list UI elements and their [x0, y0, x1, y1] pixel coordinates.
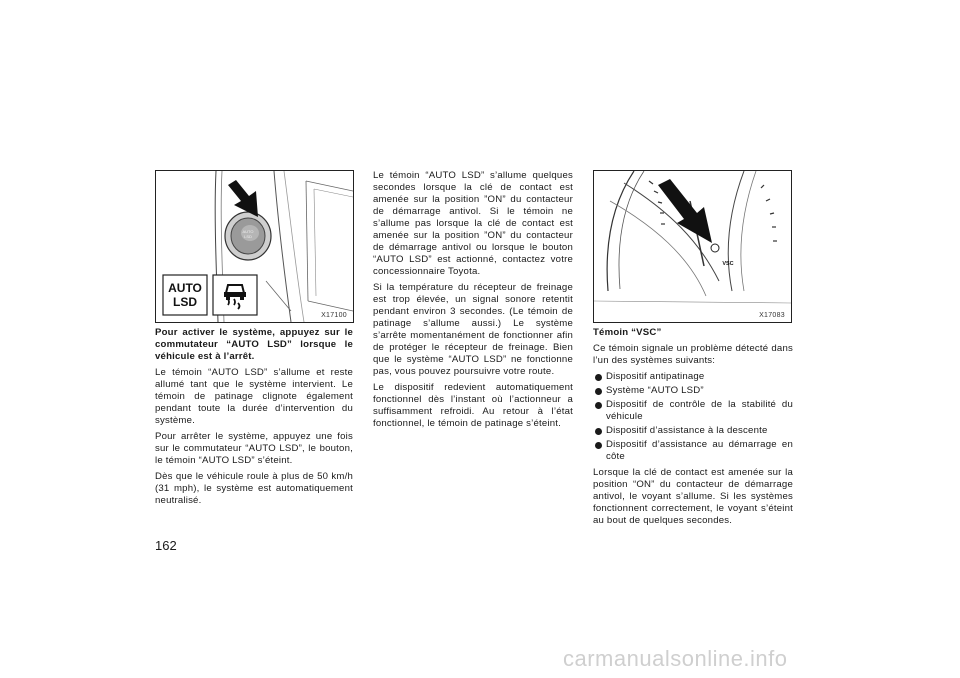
list-item: Dispositif d’assistance à la descente — [593, 425, 793, 437]
vsc-indicator-figure — [593, 170, 792, 323]
button-label-line1: AUTO — [242, 229, 254, 234]
paragraph: Pour arrêter le système, appuyez une fois sur le commutateur “AUTO LSD”, le bouton, le témoin “AUTO LSD” s’éteint. — [155, 431, 353, 466]
figure-id: X17100 — [321, 312, 347, 319]
column-2 — [373, 170, 573, 434]
vsc-indicator-label: VSC — [722, 261, 734, 267]
list-item: Dispositif d’assistance au démarrage en côte — [593, 439, 793, 463]
list-item: Dispositif de contrôle de la stabilité du véhicule — [593, 399, 793, 423]
button-label-line2: LSD — [244, 234, 252, 239]
pointing-arrow-icon — [228, 180, 258, 217]
column-3 — [593, 327, 793, 531]
column-1 — [155, 327, 353, 511]
instrument-cluster-illustration — [594, 171, 791, 322]
paragraph: Dès que le véhicule roule à plus de 50 km/h (31 mph), le système est automatiquement neutralisé. — [155, 471, 353, 506]
paragraph: Le témoin “AUTO LSD” s’allume quelques secondes lorsque la clé de contact est amenée sur la position ”ON” du contacteur de démarrage antivol. Si le témoin ne s’allume pas lorsque la clé de contact est amenée sur la position ”ON” du contacteur de démarrage antivol ou lorsque le bouton “AUTO LSD” est actionné, contactez votre concessionnaire Toyota. — [373, 170, 573, 277]
auto-lsd-switch-illustration — [156, 171, 353, 322]
list-item: Système “AUTO LSD” — [593, 385, 793, 397]
paragraph: Ce témoin signale un problème détecté dans l’un des systèmes suivants: — [593, 343, 793, 366]
auto-lsd-icon-line1: AUTO — [168, 281, 202, 295]
auto-lsd-switch-figure — [155, 170, 354, 323]
list-item: Dispositif antipatinage — [593, 371, 793, 383]
system-list — [593, 371, 793, 463]
figure-caption: Pour activer le système, appuyez sur le commutateur “AUTO LSD” lorsque le véhicule est à l’arrêt. — [155, 327, 353, 362]
page-number: 162 — [155, 538, 177, 553]
section-heading: Témoin “VSC” — [593, 327, 662, 338]
paragraph: Le témoin “AUTO LSD” s’allume et reste allumé tant que le système intervient. Le témoin de patinage clignote également pendant toute la durée d’intervention du système. — [155, 367, 353, 426]
paragraph: Lorsque la clé de contact est amenée sur la position “ON” du contacteur de démarrage antivol, le voyant s’allume. Si les systèmes fonctionnent correctement, le voyant s’éteint au bout de quelques secondes. — [593, 467, 793, 526]
watermark: carmanualsonline.info — [563, 646, 788, 671]
figure-id: X17083 — [759, 312, 785, 319]
paragraph: Le dispositif redevient automatiquement fonctionnel dès l’instant où l’actionneur a suffisamment refroidi. Au retour à l’état fonctionnel, le témoin de patinage s’éteint. — [373, 382, 573, 429]
pointing-arrow-icon — [658, 179, 712, 243]
paragraph: Si la température du récepteur de freinage est trop élevée, un signal sonore retentit pendant environ 3 secondes. (Le témoin de patinage s’allume aussi.) Le système s’arrête momentanément de fonctionner afin de protéger le récepteur de freinage. Bien que le système “AUTO LSD” ne fonctionne pas, vous pouvez poursuivre votre route. — [373, 282, 573, 377]
auto-lsd-icon-line2: LSD — [173, 295, 197, 309]
